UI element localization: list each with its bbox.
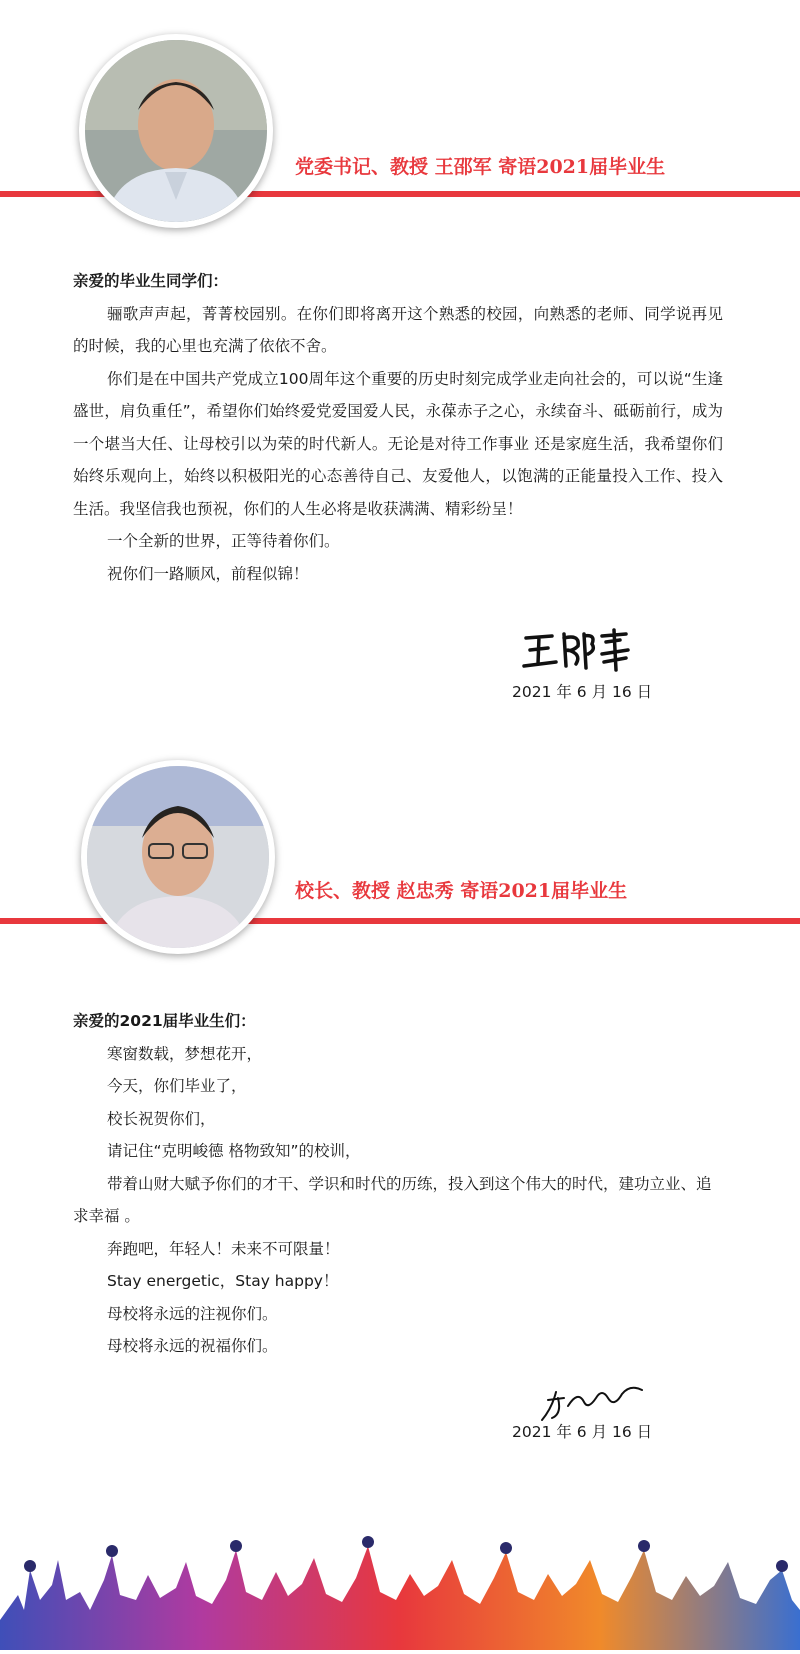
section2-line: 校长祝贺你们，: [107, 1109, 216, 1128]
section2-line: 母校将永远的祝福你们。: [107, 1337, 278, 1355]
section1-header: [0, 0, 800, 240]
section1-letter: [73, 265, 723, 590]
crowd-silhouette-banner: [0, 1500, 800, 1650]
section2-line: 寒窗数载，梦想花开，: [107, 1044, 263, 1063]
section2-line: 带着山财大赋予你们的才干、学识和时代的历练，投入到这个伟大的时代，建功立业、追求幸福 。: [73, 1174, 712, 1225]
president-portrait: [81, 760, 275, 954]
section1-date: 2021 年 6 月 16 日: [512, 683, 653, 701]
section2-line: Stay energetic，Stay happy！: [107, 1272, 339, 1290]
section2-line: 今天，你们毕业了，: [107, 1077, 247, 1095]
section1-paragraph: 祝你们一路顺风，前程似锦！: [107, 564, 309, 583]
section2-line: 请记住“克明峻德 格物致知”的校训，: [107, 1142, 361, 1160]
section2-line: 母校将永远的注视你们。: [107, 1304, 278, 1323]
section1-paragraph: 骊歌声声起，菁菁校园别。在你们即将离开这个熟悉的校园，向熟悉的老师、同学说再见的时候，我的心里也充满了依依不舍。: [73, 304, 723, 355]
section2-line: 奔跑吧，年轻人！未来不可限量！: [107, 1239, 340, 1258]
section2-date: 2021 年 6 月 16 日: [512, 1423, 653, 1441]
secretary-signature: [522, 628, 632, 676]
section1-paragraph: 一个全新的世界，正等待着你们。: [107, 532, 340, 550]
section2-header: [0, 730, 800, 970]
section1-title: 党委书记、教授 王邵军 寄语2021届毕业生: [295, 156, 666, 178]
section2-greeting: 亲爱的2021届毕业生们：: [73, 1012, 256, 1030]
section1-greeting: 亲爱的毕业生同学们：: [73, 272, 229, 290]
section1-paragraph: 你们是在中国共产党成立100周年这个重要的历史时刻完成学业走向社会的，可以说“生逢盛世，肩负重任”，希望你们始终爱党爱国爱人民，永葆赤子之心，永续奋斗、砥砺前行，成为一个堪当大任、让母校引以为荣的时代新人。无论是对待工作事业 还是家庭生活，我希望你们始终乐观向上，始终以积极阳光的心态善待自己、友爱他人，以饱满的正能量投入工作、投入生活。我坚信我也预祝，你们的人生必将是收获满满、精彩纷呈！: [73, 369, 723, 518]
section2-letter: [73, 1005, 723, 1363]
section2-title: 校长、教授 赵忠秀 寄语2021届毕业生: [295, 880, 628, 902]
secretary-portrait: [79, 34, 273, 228]
